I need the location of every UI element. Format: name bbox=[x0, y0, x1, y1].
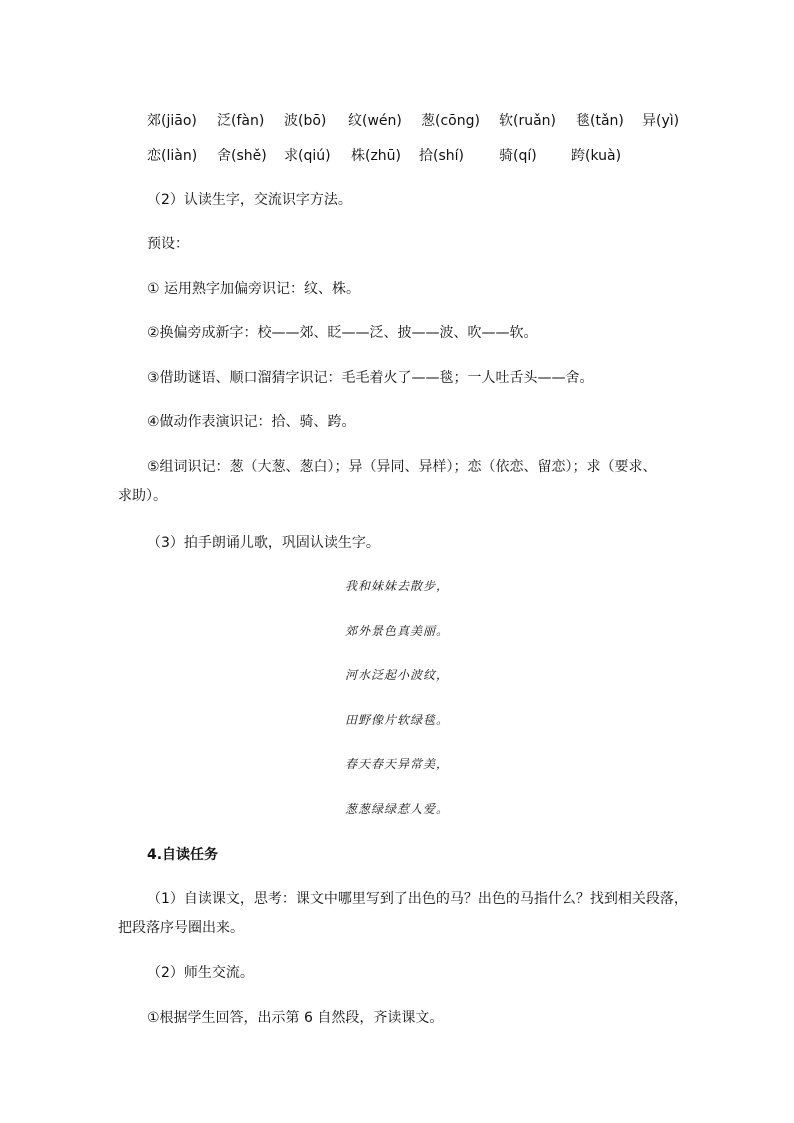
pinyin-row-1 bbox=[0, 110, 794, 134]
pinyin-entry: 跨(kuà) bbox=[571, 148, 622, 164]
task-1-line-2: 把段落序号圈出来。 bbox=[118, 920, 244, 936]
pinyin-entry: 株(zhū) bbox=[351, 148, 402, 164]
pinyin-entry: 拾(shí) bbox=[419, 148, 464, 164]
method-5-continued: 求助）。 bbox=[118, 488, 167, 504]
pinyin-entry: 毯(tǎn) bbox=[576, 113, 624, 129]
task-2-title: （2）师生交流。 bbox=[147, 965, 254, 981]
method-5: ⑤组词识记：葱（大葱、葱白）；异（异同、异样）；恋（依恋、留恋）；求（要求、 bbox=[147, 459, 657, 475]
method-2: ②换偏旁成新字：校——郊、眨——泛、披——波、吹——软。 bbox=[147, 325, 538, 341]
pinyin-entry: 郊(jiāo) bbox=[147, 113, 197, 129]
pinyin-entry: 泛(fàn) bbox=[217, 113, 265, 129]
pinyin-entry: 葱(cōng) bbox=[421, 113, 480, 129]
poem-line: 郊外景色真美丽。 bbox=[344, 624, 449, 638]
pinyin-entry: 恋(liàn) bbox=[147, 148, 198, 164]
pinyin-entry: 舍(shě) bbox=[217, 148, 267, 164]
poem-line: 我和妹妹去散步， bbox=[344, 579, 449, 593]
poem-line: 春天春天异常美， bbox=[344, 757, 449, 771]
section-4-heading: 4.自读任务 bbox=[147, 847, 219, 863]
pinyin-entry: 异(yì) bbox=[642, 113, 680, 129]
poem-line: 河水泛起小波纹， bbox=[344, 668, 449, 682]
method-3: ③借助谜语、顺口溜猜字识记：毛毛着火了——毯；一人吐舌头——舍。 bbox=[147, 370, 594, 386]
pinyin-entry: 求(qiú) bbox=[284, 148, 331, 164]
step3-title: （3）拍手朗诵儿歌，巩固认读生字。 bbox=[147, 535, 380, 551]
pinyin-entry: 波(bō) bbox=[284, 113, 327, 129]
method-1: ① 运用熟字加偏旁识记：纹、株。 bbox=[147, 281, 361, 297]
poem-line: 葱葱绿绿惹人爱。 bbox=[344, 802, 449, 816]
preset-label: 预设： bbox=[147, 236, 189, 252]
poem-line: 田野像片软绿毯。 bbox=[344, 713, 449, 727]
pinyin-entry: 软(ruǎn) bbox=[499, 113, 557, 129]
task-2-item-1: ①根据学生回答，出示第 6 自然段，齐读课文。 bbox=[147, 1010, 444, 1026]
pinyin-entry: 纹(wén) bbox=[348, 113, 402, 129]
pinyin-entry: 骑(qí) bbox=[499, 148, 537, 164]
pinyin-row-2 bbox=[0, 145, 794, 169]
task-1-line-1: （1）自读课文，思考：课文中哪里写到了出色的马？出色的马指什么？找到相关段落， bbox=[147, 891, 688, 907]
method-4: ④做动作表演识记：拾、骑、跨。 bbox=[147, 414, 356, 430]
step2-title: （2）认读生字，交流识字方法。 bbox=[147, 192, 352, 208]
